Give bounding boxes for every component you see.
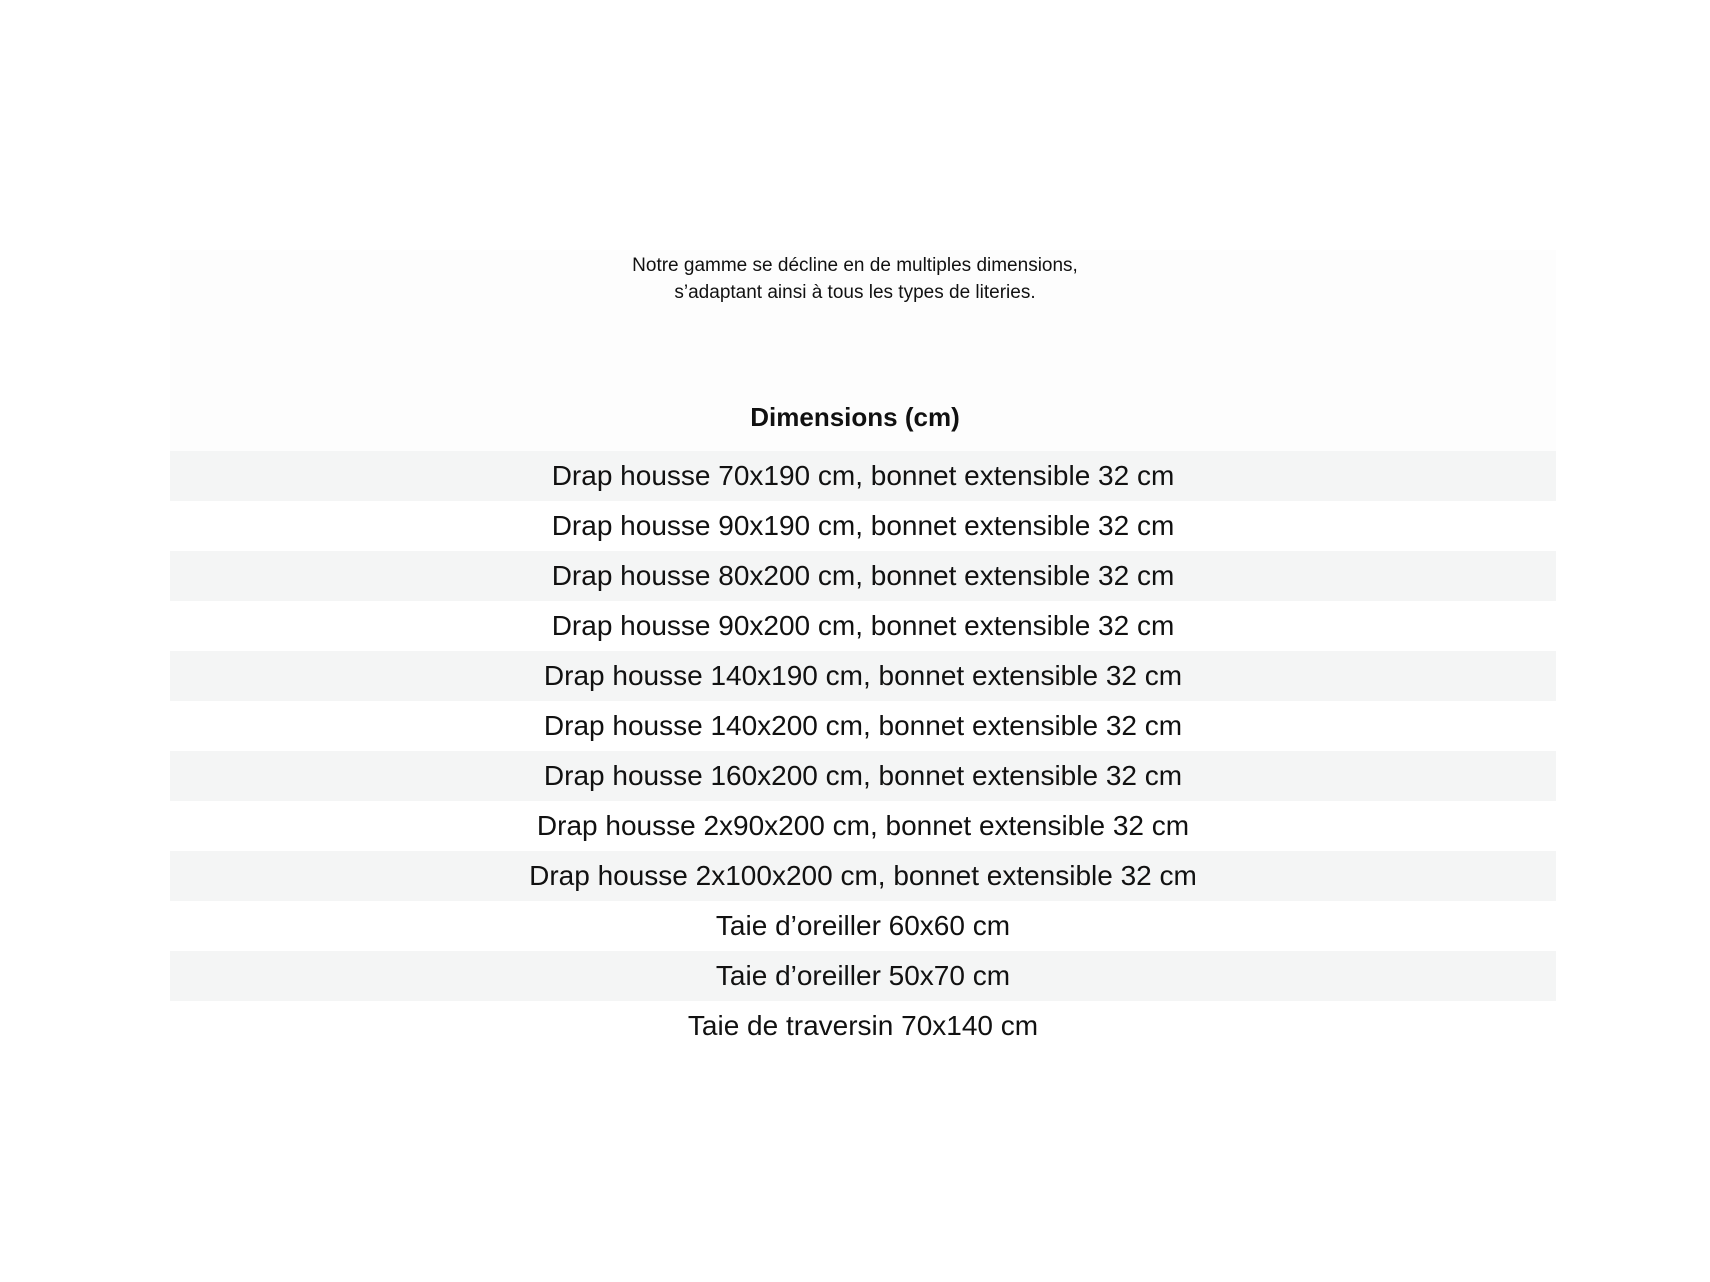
table-row: Drap housse 160x200 cm, bonnet extensible 32 cm: [170, 751, 1556, 801]
table-row: Drap housse 140x190 cm, bonnet extensible 32 cm: [170, 651, 1556, 701]
dimensions-table: [170, 451, 1556, 1051]
table-row: Drap housse 90x200 cm, bonnet extensible 32 cm: [170, 601, 1556, 651]
table-title: Dimensions (cm): [750, 402, 960, 432]
intro-line-1: Notre gamme se décline en de multiples dimensions,: [632, 255, 1078, 276]
table-row: Drap housse 70x190 cm, bonnet extensible 32 cm: [170, 451, 1556, 501]
table-row: Taie d’oreiller 50x70 cm: [170, 951, 1556, 1001]
intro-text: [0, 252, 1710, 306]
table-row: Drap housse 2x90x200 cm, bonnet extensible 32 cm: [170, 801, 1556, 851]
table-row: Taie de traversin 70x140 cm: [170, 1001, 1556, 1051]
table-row: Drap housse 80x200 cm, bonnet extensible 32 cm: [170, 551, 1556, 601]
table-row: Drap housse 2x100x200 cm, bonnet extensible 32 cm: [170, 851, 1556, 901]
table-row: Drap housse 140x200 cm, bonnet extensible 32 cm: [170, 701, 1556, 751]
table-row: Drap housse 90x190 cm, bonnet extensible 32 cm: [170, 501, 1556, 551]
table-row: Taie d’oreiller 60x60 cm: [170, 901, 1556, 951]
intro-line-2: s’adaptant ainsi à tous les types de literies.: [674, 282, 1036, 303]
